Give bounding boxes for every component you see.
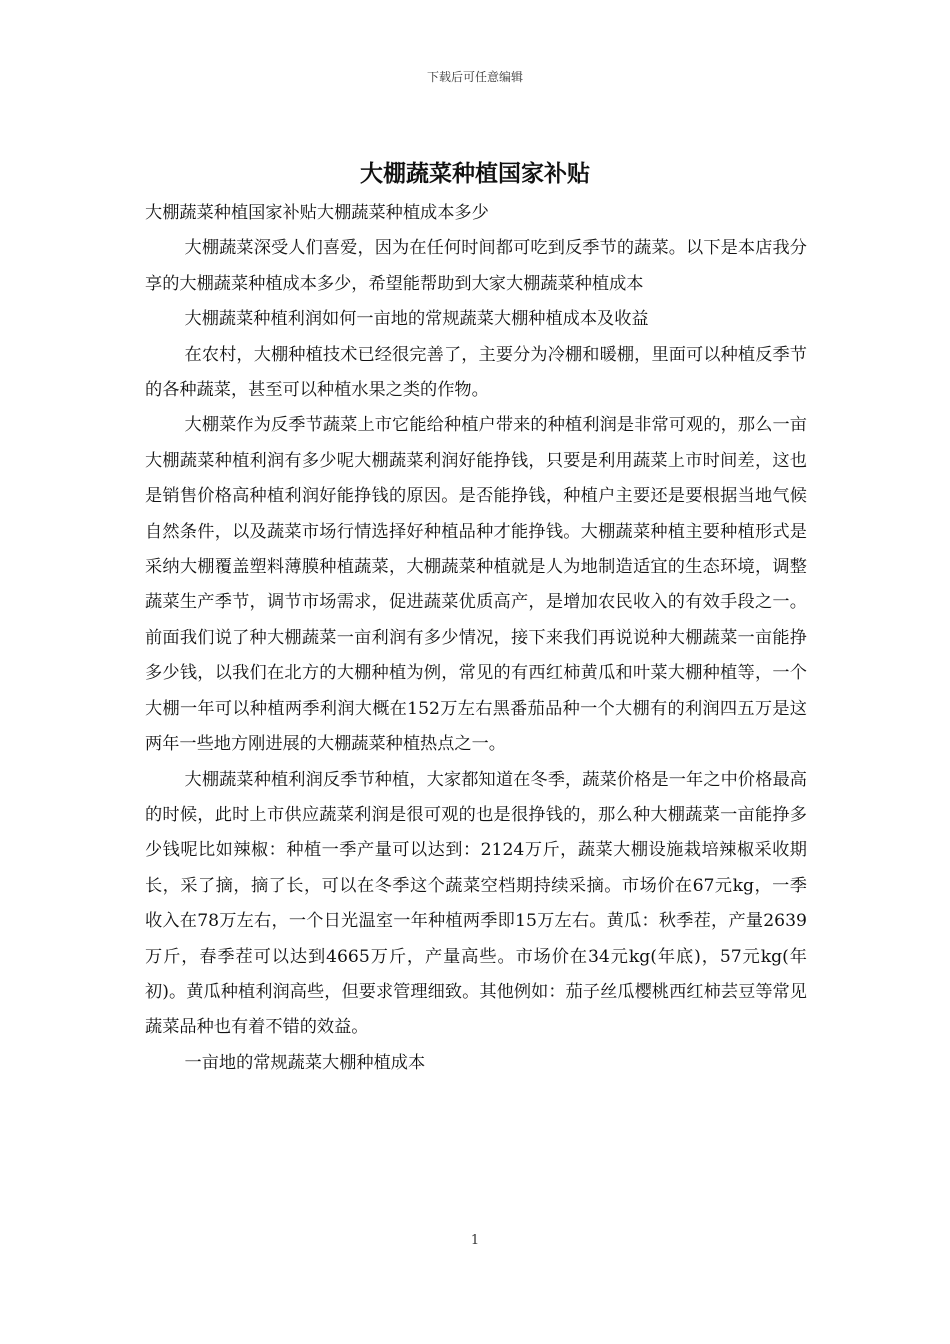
header-note: 下载后可任意编辑 [426, 70, 523, 84]
section-heading-paragraph: 一亩地的常规蔬菜大棚种植成本 [184, 1052, 426, 1073]
body-paragraph: 在农村，大棚种植技术已经很完善了，主要分为冷棚和暖棚，里面可以种植反季节的各种蔬菜，甚至可以种植水果之类的作物。 [145, 344, 807, 401]
document-body [145, 196, 807, 1081]
body-paragraph: 大棚菜作为反季节蔬菜上市它能给种植户带来的种植利润是非常可观的，那么一亩大棚蔬菜种植利润有多少呢大棚蔬菜利润好能挣钱，只要是利用蔬菜上市时间差，这也是销售价格高种植利润好能挣钱的原因。是否能挣钱，种植户主要还是要根据当地气候自然条件，以及蔬菜市场行情选择好种植品种才能挣钱。大棚蔬菜种植主要种植形式是采纳大棚覆盖塑料薄膜种植蔬菜，大棚蔬菜种植就是人为地制造适宜的生态环境，调整蔬菜生产季节，调节市场需求，促进蔬菜优质高产，是增加农民收入的有效手段之一。前面我们说了种大棚蔬菜一亩利润有多少情况，接下来我们再说说种大棚蔬菜一亩能挣多少钱，以我们在北方的大棚种植为例，常见的有西红柿黄瓜和叶菜大棚种植等，一个大棚一年可以种植两季利润大概在152万左右黑番茄品种一个大棚有的利润四五万是这两年一些地方刚进展的大棚蔬菜种植热点之一。 [145, 415, 807, 755]
page-number: 1 [470, 1233, 480, 1248]
subtitle-paragraph: 大棚蔬菜种植国家补贴大棚蔬菜种植成本多少 [145, 203, 489, 223]
section-heading-paragraph: 大棚蔬菜种植利润如何一亩地的常规蔬菜大棚种植成本及收益 [184, 309, 649, 330]
document-title: 大棚蔬菜种植国家补贴 [360, 161, 590, 187]
body-paragraph: 大棚蔬菜深受人们喜爱，因为在任何时间都可吃到反季节的蔬菜。以下是本店我分享的大棚蔬菜种植成本多少，希望能帮助到大家大棚蔬菜种植成本 [145, 238, 807, 294]
body-paragraph: 大棚蔬菜种植利润反季节种植，大家都知道在冬季，蔬菜价格是一年之中价格最高的时候，此时上市供应蔬菜利润是很可观的也是很挣钱的，那么种大棚蔬菜一亩能挣多少钱呢比如辣椒：种植一季产量可以达到：2124万斤，蔬菜大棚设施栽培辣椒采收期长，采了摘，摘了长，可以在冬季这个蔬菜空档期持续采摘。市场价在67元kg，一季收入在78万左右，一个日光温室一年种植两季即15万左右。黄瓜：秋季茬，产量2639万斤，春季茬可以达到4665万斤，产量高些。市场价在34元kg(年底)，57元kg(年初)。黄瓜种植利润高些，但要求管理细致。其他例如：茄子丝瓜樱桃西红柿芸豆等常见蔬菜品种也有着不错的效益。 [145, 769, 807, 1038]
